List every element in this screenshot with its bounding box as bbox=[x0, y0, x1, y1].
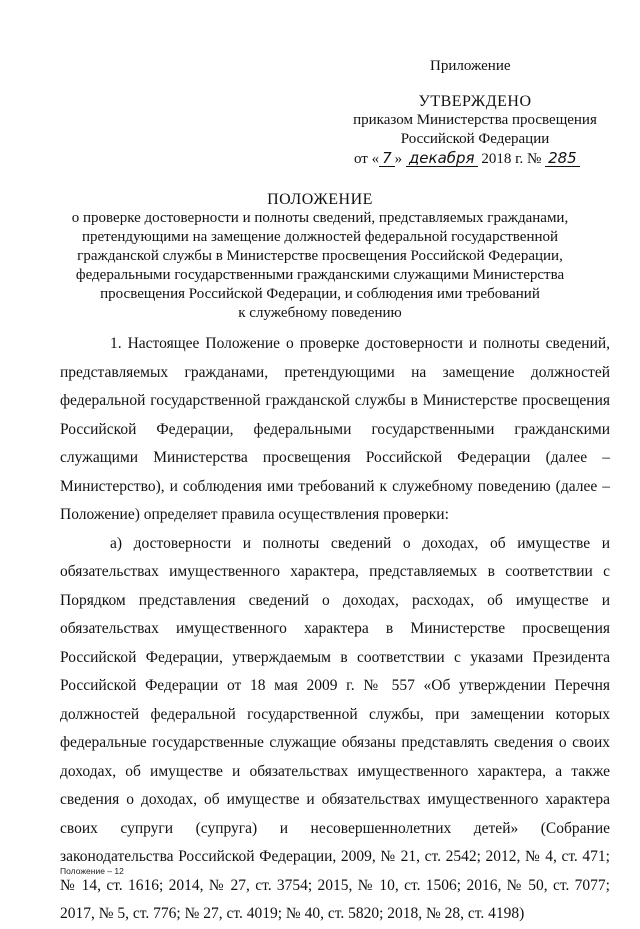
date-mid: » bbox=[394, 151, 403, 167]
subtitle-line: федеральными государственными гражданскими служащими Министерства bbox=[75, 267, 565, 283]
subtitle-line: гражданской службы в Министерстве просвещения Российской Федерации, bbox=[77, 248, 563, 264]
page-footer-label: Положение – 12 bbox=[60, 866, 124, 876]
order-line-1: приказом Министерства просвещения bbox=[353, 112, 597, 128]
date-prefix: от « bbox=[354, 151, 380, 167]
handwritten-day: 7 bbox=[379, 151, 395, 167]
order-line-2: Российской Федерации bbox=[400, 131, 550, 147]
approval-block bbox=[330, 92, 620, 169]
order-date-line bbox=[330, 150, 620, 169]
subtitle-line: претендующими на замещение должностей федеральной государственной bbox=[81, 229, 559, 245]
subtitle-line: просвещения Российской Федерации, и соблюдения ими требований bbox=[100, 286, 540, 302]
approved-stamp-title: УТВЕРЖДЕНО bbox=[418, 93, 532, 110]
document-heading bbox=[60, 190, 580, 323]
appendix-label: Приложение bbox=[430, 58, 511, 74]
handwritten-order-number: 285 bbox=[545, 151, 580, 167]
paragraph-1: 1. Настоящее Положение о проверке достоверности и полноты сведений, представляемых гражданами, претендующими на замещение должностей федеральной государственной гражданской службы в Министерстве просвещения Российской Федерации, федеральными государственными гражданскими служащими Министерства просвещения Российской Федерации (далее – Министерство), и соблюдения ими требований к служебному поведению (далее – Положение) определяет правила осуществления проверки: bbox=[60, 335, 610, 523]
document-body bbox=[60, 330, 610, 929]
subtitle-line: о проверке достоверности и полноты сведений, представляемых гражданами, bbox=[71, 210, 569, 226]
document-title: ПОЛОЖЕНИЕ bbox=[267, 191, 373, 208]
paragraph-2: а) достоверности и полноты сведений о доходах, об имуществе и обязательствах имущественного характера, представляемых в соответствии с Порядком представления сведений о доходах, расходах, об имуществе и обязательствах имущественного характера в Министерстве просвещения Российской Федерации, утверждаемым в соответствии с указами Президента Российской Федерации от 18 мая 2009 г. № 557 «Об утверждении Перечня должностей федеральной государственной службы, при замещении которых федеральные государственные служащие обязаны представлять сведения о своих доходах, об имуществе и обязательствах имущественного характера, а также сведения о доходах, об имуществе и обязательствах имущественного характера своих супруги (супруга) и несовершеннолетних детей» (Собрание законодательства Российской Федерации, 2009, № 21, ст. 2542; 2012, № 4, ст. 471; № 14, ст. 1616; 2014, № 27, ст. 3754; 2015, № 10, ст. 1506; 2016, № 50, ст. 7077; 2017, № 5, ст. 776; № 27, ст. 4019; № 40, ст. 5820; 2018, № 28, ст. 4198) bbox=[60, 534, 610, 922]
date-year: 2018 г. № bbox=[481, 151, 542, 167]
subtitle-line: к служебному поведению bbox=[238, 305, 402, 321]
handwritten-month: декабря bbox=[406, 151, 478, 167]
